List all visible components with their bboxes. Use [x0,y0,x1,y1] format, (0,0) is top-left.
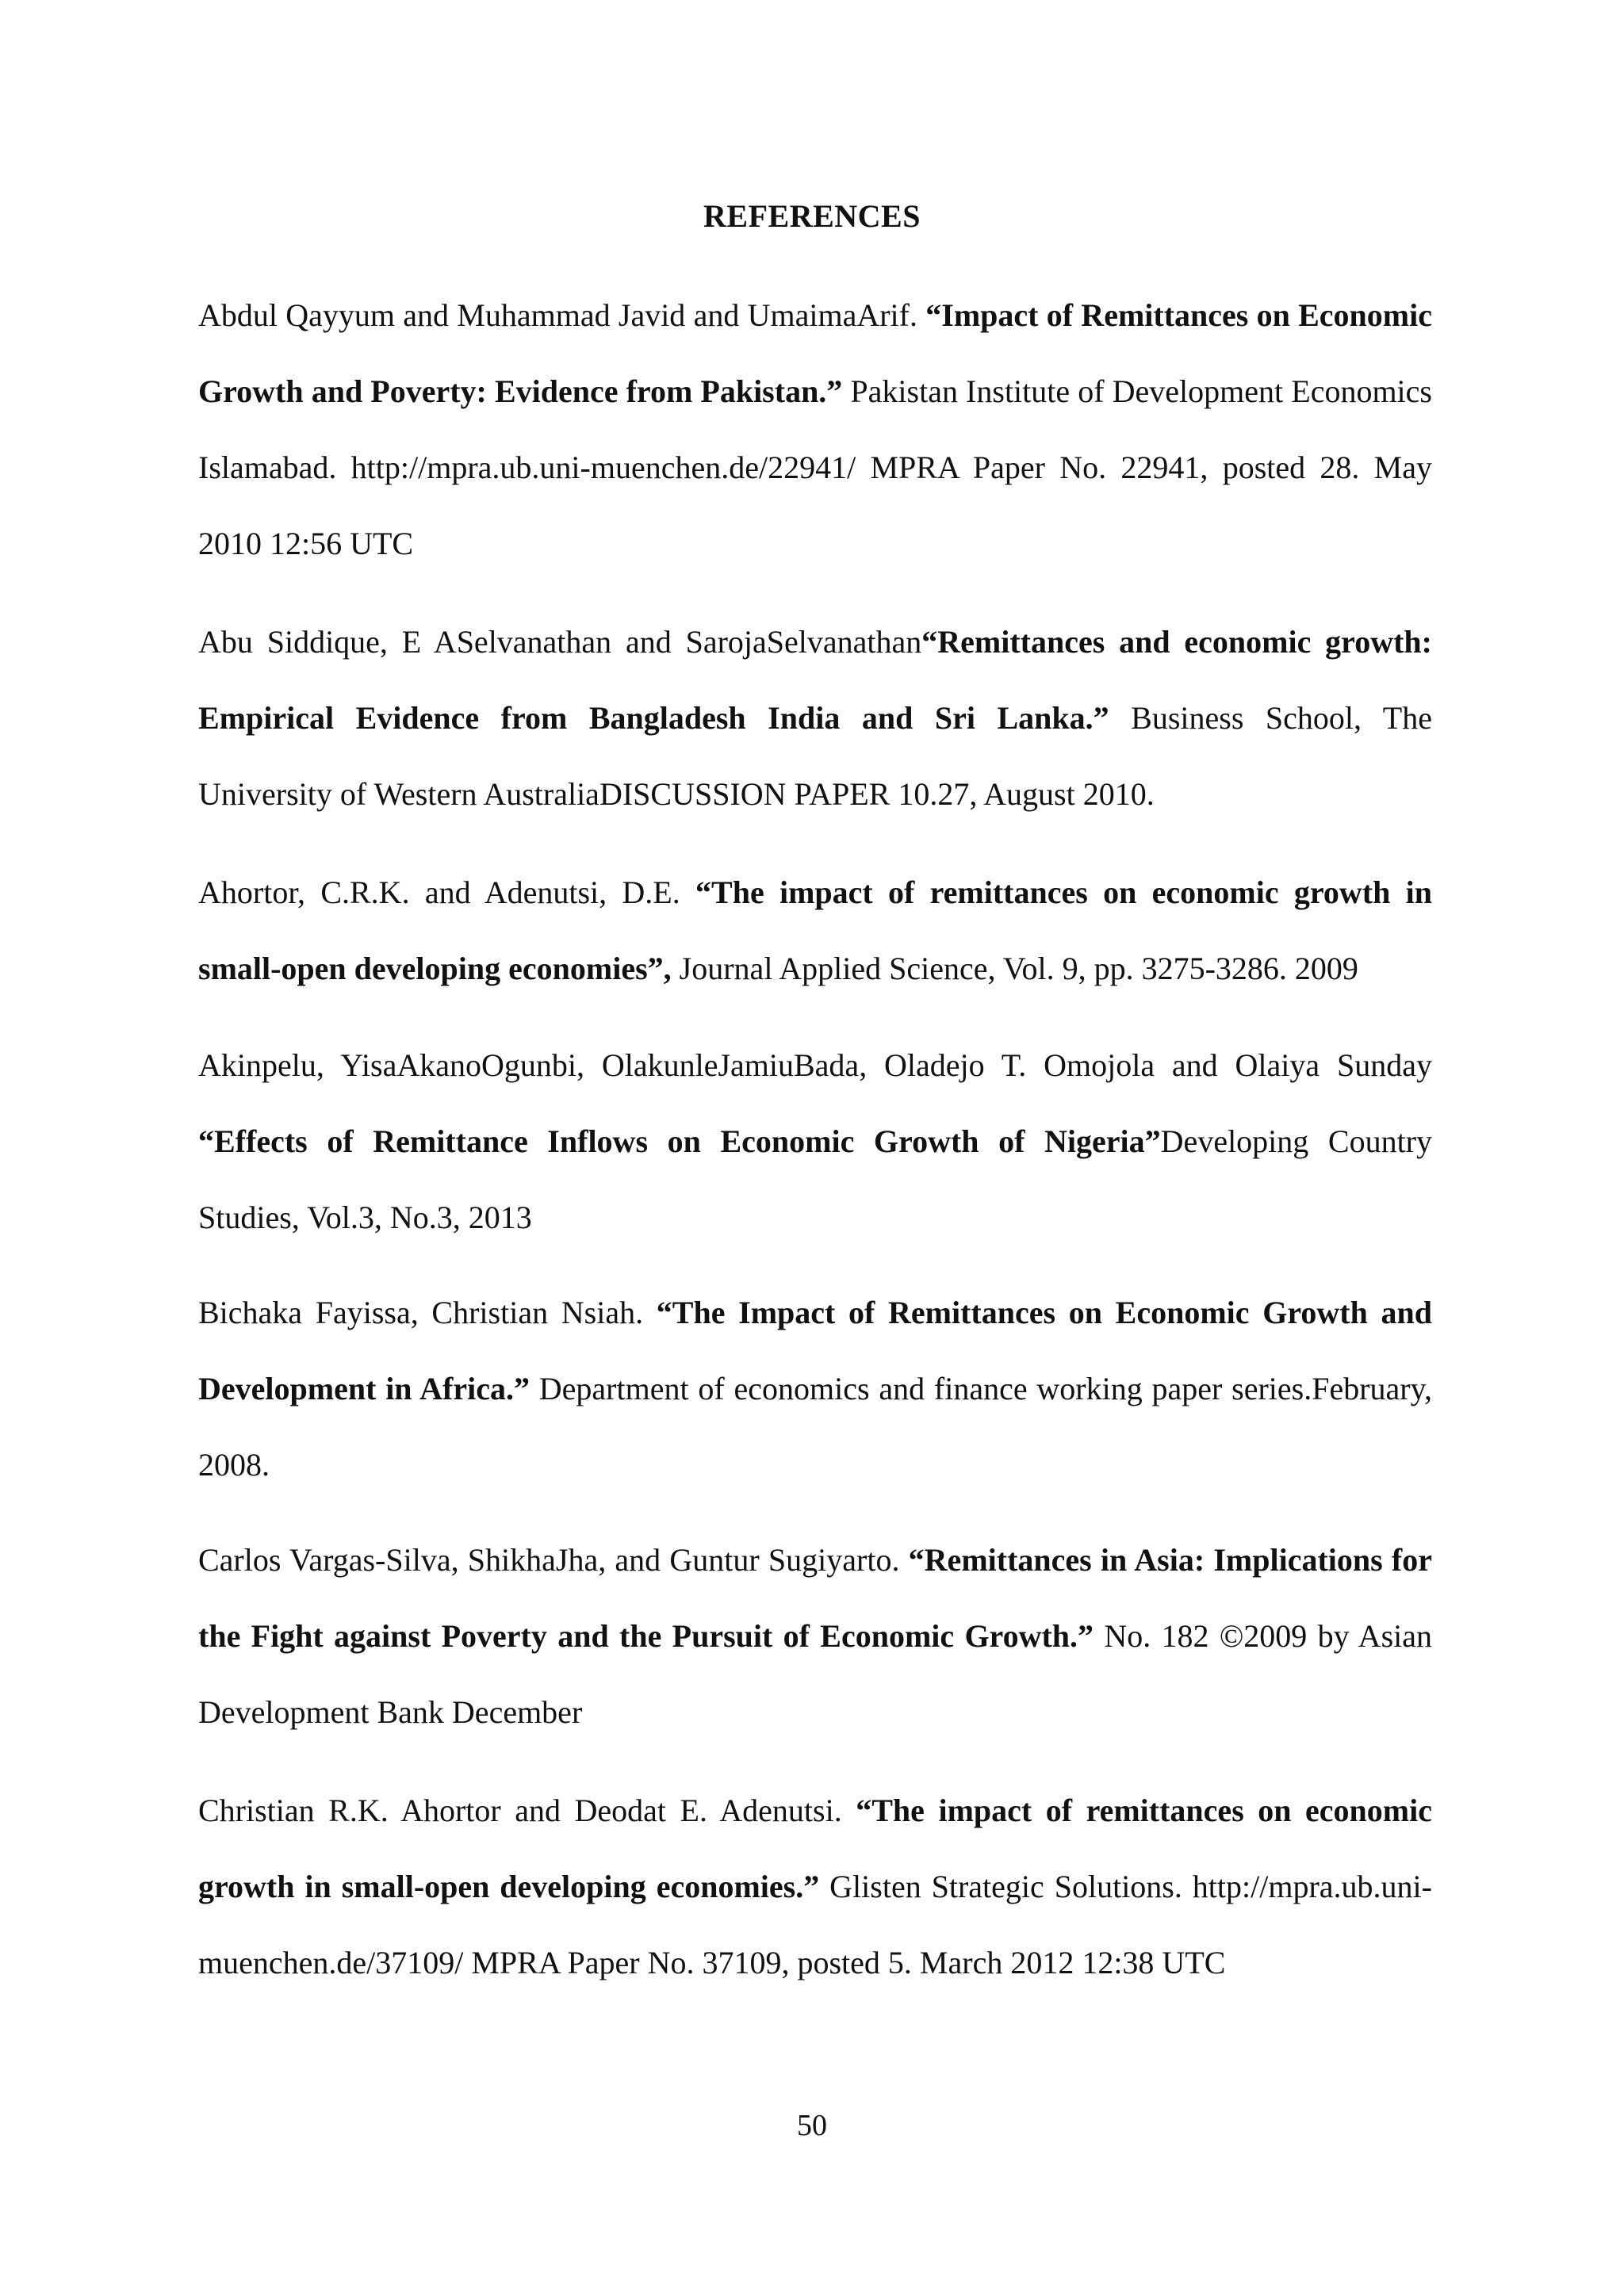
reference-title: “The impact of remittances on economic growth in small-open developing economies.” [198,1793,1432,1904]
reference-authors: Abdul Qayyum and Muhammad Javid and UmaimaArif. [198,297,926,333]
reference-entry-christian-ahortor [198,1773,1432,2001]
reference-entry-siddique [198,604,1432,832]
reference-authors: Abu Siddique, E ASelvanathan and SarojaSelvanathan [198,624,922,660]
reference-source: Pakistan Institute of Development Economics Islamabad. http://mpra.ub.uni-muenchen.de/22941/ MPRA Paper No. 22941, posted 28. May 2010 12:56 UTC [198,373,1432,561]
page-number: 50 [797,2109,827,2142]
reference-title: “The Impact of Remittances on Economic Growth and Development in Africa.” [198,1295,1432,1406]
page-title: REFERENCES [703,198,921,234]
reference-source: Department of economics and finance working paper series.February, 2008. [198,1371,1432,1483]
reference-source: Developing Country Studies, Vol.3, No.3, 2013 [198,1123,1433,1235]
reference-source: Glisten Strategic Solutions. http://mpra.ub.uni-muenchen.de/37109/ MPRA Paper No. 37109, posted 5. March 2012 12:38 UTC [198,1869,1432,1980]
reference-entry-ahortor-adenutsi [198,855,1432,1007]
reference-authors: Carlos Vargas-Silva, ShikhaJha, and Guntur Sugiyarto. [198,1542,909,1578]
reference-title: “The impact of remittances on economic growth in small-open developing economies”, [198,874,1433,986]
reference-title: “Effects of Remittance Inflows on Economic Growth of Nigeria” [198,1123,1161,1159]
reference-authors: Ahortor, C.R.K. and Adenutsi, D.E. [198,874,696,910]
reference-title: “Impact of Remittances on Economic Growth and Poverty: Evidence from Pakistan.” [198,297,1432,409]
reference-source: Journal Applied Science, Vol. 9, pp. 3275-3286. 2009 [671,951,1358,986]
reference-authors: Bichaka Fayissa, Christian Nsiah. [198,1295,657,1330]
reference-entry-vargas-silva [198,1522,1432,1751]
reference-authors: Akinpelu, YisaAkanoOgunbi, OlakunleJamiuBada, Oladejo T. Omojola and Olaiya Sunday [198,1047,1432,1083]
reference-entry-fayissa [198,1275,1432,1503]
reference-source: Business School, The University of Western AustraliaDISCUSSION PAPER 10.27, August 2010. [198,700,1432,812]
reference-title: “Remittances in Asia: Implications for the Fight against Poverty and the Pursuit of Economic Growth.” [198,1542,1432,1654]
reference-source: No. 182 ©2009 by Asian Development Bank December [198,1618,1433,1730]
reference-title: “Remittances and economic growth: Empirical Evidence from Bangladesh India and Sri Lanka.” [198,624,1432,736]
reference-entry-akinpelu [198,1027,1432,1256]
reference-authors: Christian R.K. Ahortor and Deodat E. Adenutsi. [198,1793,856,1828]
reference-entry-qayyum [198,277,1432,582]
